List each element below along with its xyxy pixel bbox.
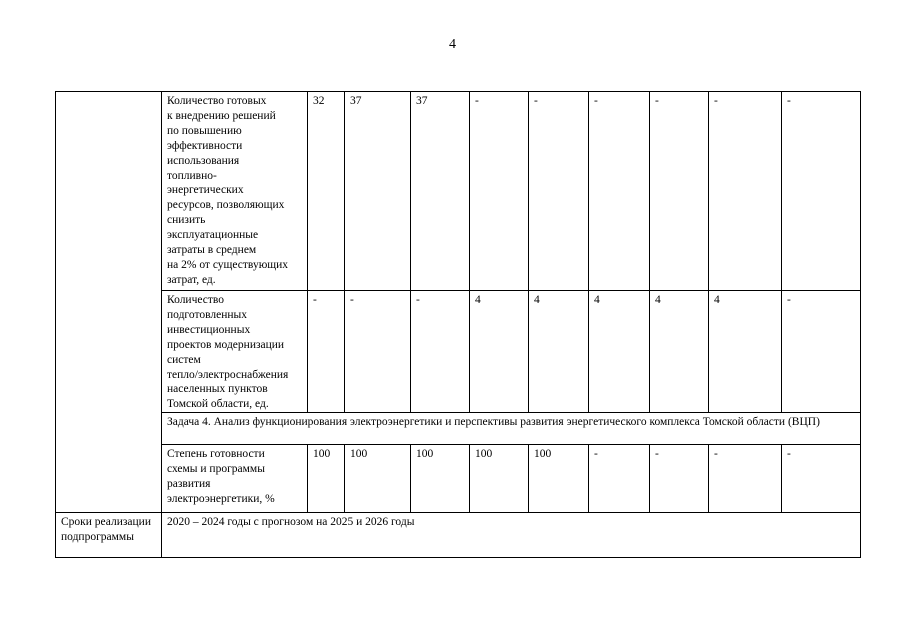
task-heading: Задача 4. Анализ функционирования электроэнергетики и перспективы развития энергетического комплекса Томской области (ВЦП) [162,413,861,445]
value-cell: 100 [345,445,411,513]
value-cell: 4 [709,291,782,413]
value-cell: 4 [529,291,589,413]
value-cell: 4 [589,291,650,413]
empty-label-cell [56,92,162,513]
period-value: 2020 – 2024 годы с прогнозом на 2025 и 2026 годы [162,513,861,558]
value-cell: - [782,291,861,413]
indicator-name: Количество готовых к внедрению решений по повышению эффективности использования топливно- энергетических ресурсов, позволяющих снизить эксплуатационные затраты в среднем на 2% от существующих затрат, ед. [162,92,308,291]
value-cell: - [650,92,709,291]
table-row [56,413,861,445]
subprogram-table [55,91,861,558]
table-row [56,92,861,291]
value-cell: 100 [411,445,470,513]
table-row [56,513,861,558]
period-label: Сроки реализации подпрограммы [56,513,162,558]
indicator-name: Количество подготовленных инвестиционных проектов модернизации систем тепло/электроснабжения населенных пунктов Томской области, ед. [162,291,308,413]
indicator-name: Степень готовности схемы и программы развития электроэнергетики, % [162,445,308,513]
value-cell: 37 [345,92,411,291]
value-cell: - [709,445,782,513]
page-number: 4 [449,37,456,52]
value-cell: 32 [308,92,345,291]
value-cell: - [650,445,709,513]
value-cell: 100 [529,445,589,513]
value-cell: - [411,291,470,413]
value-cell: - [782,445,861,513]
value-cell: 4 [470,291,529,413]
value-cell: - [470,92,529,291]
value-cell: 100 [308,445,345,513]
value-cell: - [589,445,650,513]
value-cell: - [782,92,861,291]
value-cell: 37 [411,92,470,291]
value-cell: - [345,291,411,413]
value-cell: - [529,92,589,291]
table-row [56,291,861,413]
table-row [56,445,861,513]
value-cell: - [709,92,782,291]
value-cell: 100 [470,445,529,513]
value-cell: 4 [650,291,709,413]
value-cell: - [308,291,345,413]
value-cell: - [589,92,650,291]
